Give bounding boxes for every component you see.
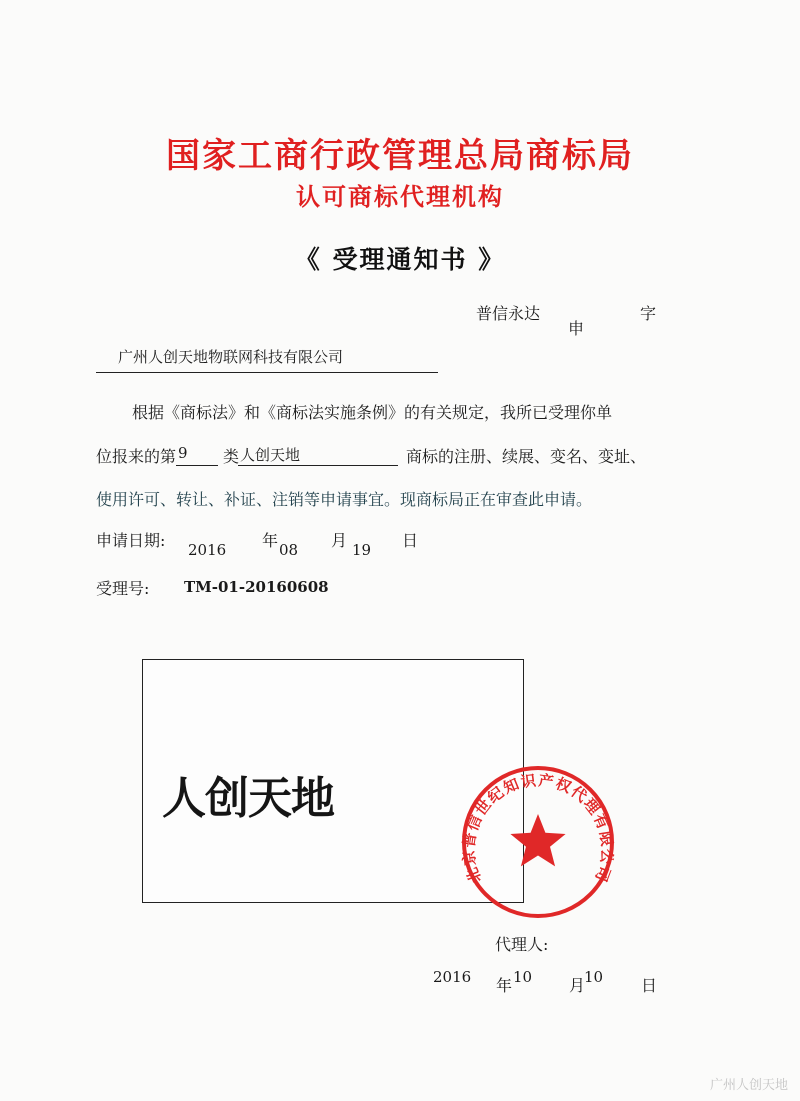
- svg-text:北京普信世纪知识产权代理有限公司: 北京普信世纪知识产权代理有限公司: [459, 771, 617, 886]
- trademark-name: 人创天地: [240, 446, 301, 464]
- class-underline: [176, 465, 218, 466]
- body-line-3: 使用许可、转让、补证、注销等申请事宜。现商标局正在审查此申请。: [96, 490, 593, 509]
- ref-mid: 申: [568, 319, 585, 338]
- issue-month: 10: [513, 968, 533, 986]
- company-seal: [452, 758, 624, 928]
- document-title: 《 受理通知书 》: [294, 245, 506, 274]
- application-date-label: 申请日期:: [96, 531, 166, 550]
- class-number: 9: [178, 444, 188, 462]
- issue-day-unit: 日: [641, 976, 658, 995]
- body-line-1: 根据《商标法》和《商标法实施条例》的有关规定，我所已受理你单: [132, 403, 613, 422]
- addressee: 广州人创天地物联网科技有限公司: [118, 348, 344, 366]
- application-year: 2016: [188, 541, 227, 559]
- issue-year-unit: 年: [496, 976, 513, 995]
- body-line-2-class: 类: [223, 447, 240, 466]
- trademark-logo: 人创天地: [162, 773, 334, 824]
- application-month-unit: 月: [331, 531, 348, 550]
- issue-month-unit: 月: [569, 976, 586, 995]
- application-year-unit: 年: [262, 531, 279, 550]
- issue-year: 2016: [433, 968, 472, 986]
- acceptance-number: TM-01-20160608: [184, 578, 329, 596]
- addressee-underline: [96, 372, 438, 373]
- agency-subtitle: 认可商标代理机构: [296, 182, 504, 211]
- body-line-2-end: 商标的注册、续展、变名、变址、: [406, 447, 647, 466]
- agent-label: 代理人:: [495, 935, 549, 954]
- issue-day: 10: [584, 968, 604, 986]
- watermark: 广州人创天地: [709, 1078, 788, 1093]
- application-month: 08: [279, 541, 299, 559]
- ref-suffix: 字: [640, 304, 657, 323]
- agency-title: 国家工商行政管理总局商标局: [166, 136, 634, 176]
- ref-prefix: 普信永达: [476, 304, 541, 323]
- acceptance-label: 受理号:: [96, 579, 150, 598]
- application-day: 19: [352, 541, 372, 559]
- trademark-underline: [238, 465, 398, 466]
- application-day-unit: 日: [402, 531, 419, 550]
- body-line-2-start: 位报来的第: [96, 447, 177, 466]
